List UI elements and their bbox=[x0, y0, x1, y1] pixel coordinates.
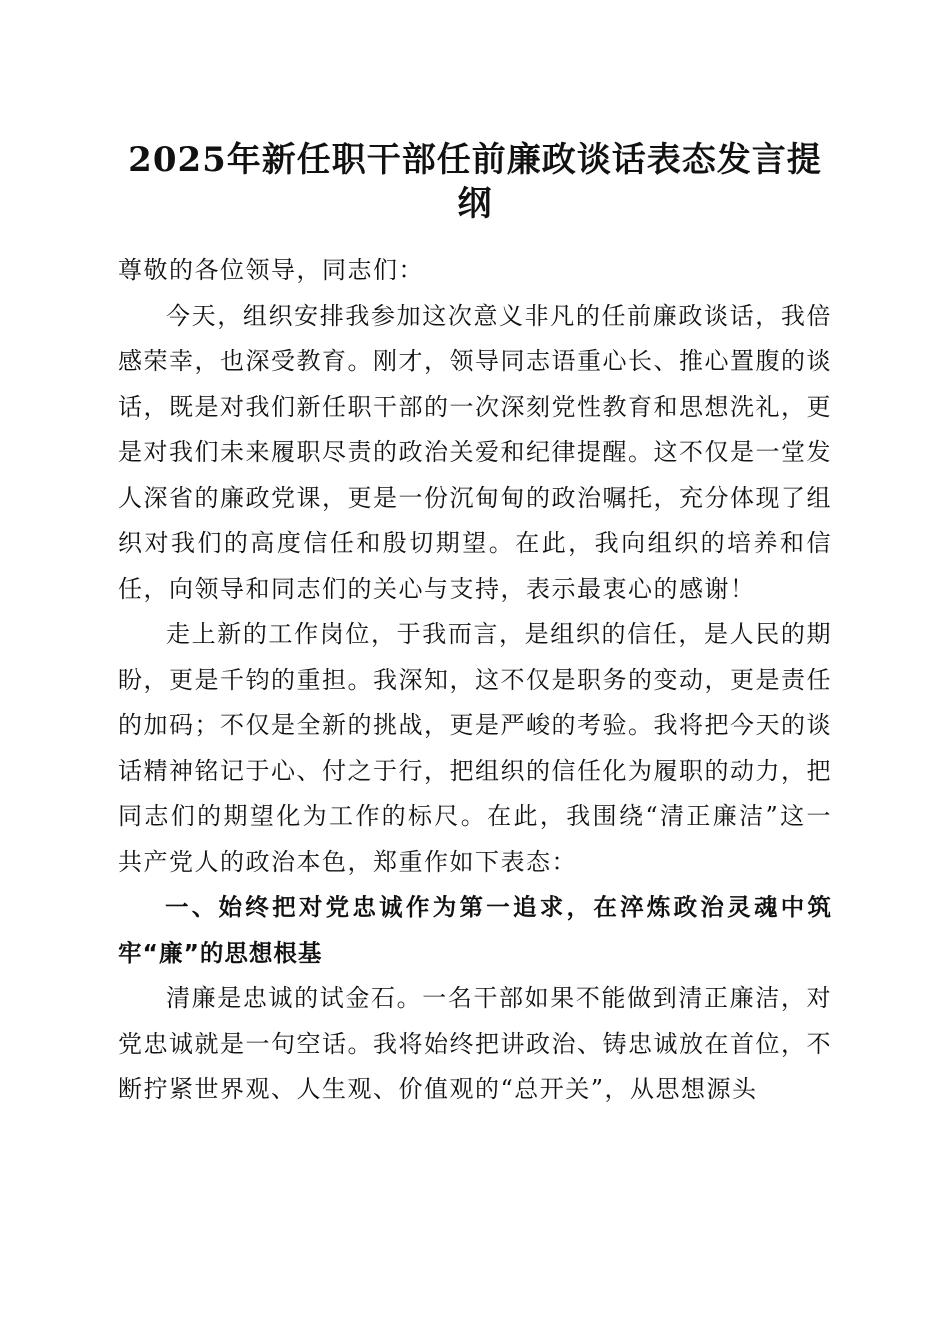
paragraph-intro: 今天，组织安排我参加这次意义非凡的任前廉政谈话，我倍感荣幸，也深受教育。刚才，领导同志语重心长、推心置腹的谈话，既是对我们新任职干部的一次深刻党性教育和思想洗礼，更是对我们未来履职尽责的政治关爱和纪律提醒。这不仅是一堂发人深省的廉政党课，更是一份沉甸甸的政治嘱托，充分体现了组织对我们的高度信任和殷切期望。在此，我向组织的培养和信任，向领导和同志们的关心与支持，表示最衷心的感谢！ bbox=[118, 301, 832, 603]
document-title: 2025年新任职干部任前廉政谈话表态发言提纲 bbox=[128, 140, 822, 224]
document-body bbox=[118, 248, 832, 1113]
paragraph-pledge: 走上新的工作岗位，于我而言，是组织的信任，是人民的期盼，更是千钧的重担。我深知，这不仅是职务的变动，更是责任的加码；不仅是全新的挑战，更是严峻的考验。我将把今天的谈话精神铭记于心、付之于行，把组织的信任化为履职的动力，把同志们的期望化为工作的标尺。在此，我围绕“清正廉洁”这一共产党人的政治本色，郑重作如下表态： bbox=[118, 620, 832, 876]
section-paragraph: 清廉是忠诚的试金石。一名干部如果不能做到清正廉洁，对党忠诚就是一句空话。我将始终把讲政治、铸忠诚放在首位，不断拧紧世界观、人生观、价值观的“总开关”，从思想源头 bbox=[118, 984, 832, 1103]
salutation: 尊敬的各位领导，同志们： bbox=[118, 256, 424, 284]
section-heading: 一、始终把对党忠诚作为第一追求，在淬炼政治灵魂中筑牢“廉”的思想根基 bbox=[118, 893, 832, 967]
